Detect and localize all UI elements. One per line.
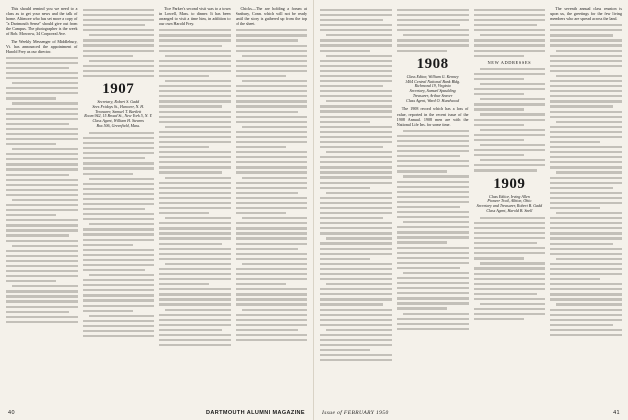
text-block [397, 130, 469, 330]
right-column-1 [320, 6, 392, 406]
officer-line: Class Agent, Harold B. Snell [486, 207, 533, 213]
right-columns [320, 6, 622, 406]
officer-line: Sees Fridays St., Hanover, N. H. [92, 103, 145, 109]
left-column-2 [83, 6, 155, 406]
text-block [397, 9, 469, 52]
text-block [320, 9, 392, 362]
officer-line: Secretary and Treasurer, Robert B. Gadd [476, 203, 543, 209]
officer-line: Pioneer Trail, Albion, Ohio [487, 198, 532, 204]
left-column-1 [6, 6, 78, 406]
paragraph: This should remind you we need to a class as to get your news and the talk of home. Altimore who has set more a copy of "a Dartmouth Sense" should give out from the Campus. The photographer is the week of Bob. Mowrow, 34 Corporeal Ave. [6, 6, 78, 37]
officer-line: Box 506, Greenfield, Mass. [96, 123, 141, 129]
text-block [6, 57, 78, 323]
text-block [474, 68, 546, 172]
officer-line: Richmond 19, Virginia [414, 83, 451, 89]
left-footer [8, 410, 305, 417]
class-officers [397, 75, 469, 104]
class-officers [474, 195, 546, 214]
right-page [314, 0, 628, 420]
officer-line: Secretary, Samuel Spaulding [409, 88, 456, 94]
left-column-4 [236, 6, 308, 406]
class-officers [83, 100, 155, 129]
issue-date: Issue of FEBRUARY 1950 [322, 410, 389, 416]
text-block [474, 9, 546, 57]
officer-line: Class Editor, William G. Kenney [406, 73, 459, 79]
text-block [83, 9, 155, 77]
page-number: 41 [613, 410, 620, 416]
right-column-2 [397, 6, 469, 406]
right-column-3 [474, 6, 546, 406]
text-block [159, 29, 231, 346]
paragraph: Tice Parker's second visit was to a town in Lowell, Mass. to dinner. It has been arranged to visit a time him, in addition to our own Harold Frey. [159, 6, 231, 27]
paragraph: Chicks—The are holding a forum at Sanbury, Conn. which will not be ready until the story is gathered up from the top of the sheet. [235, 6, 307, 27]
left-columns [6, 6, 307, 406]
class-year-heading: 1909 [493, 175, 526, 192]
text-block [83, 132, 155, 337]
text-block [236, 29, 308, 341]
left-column-3 [159, 6, 231, 406]
magazine-title: DARTMOUTH ALUMNI MAGAZINE [205, 410, 305, 416]
paragraph: The seventh annual class reunion is upon us, the greetings for the few living members who are spread across the land. [550, 6, 622, 22]
paragraph: The 1908 record which has a loss of value, reported in the recent issue of the 1908 Annual. 1908 men are with the National Life Ins. for some time. [396, 106, 469, 127]
right-column-4 [550, 6, 622, 406]
paragraph: The Weekly Messenger of Middlebury, Vt. has announced the appointment of Harold Frey as our director. [6, 38, 78, 54]
page-number: 40 [8, 410, 15, 416]
officer-line: Class Editor, Irving Allen [488, 193, 530, 199]
class-year-heading: 1908 [416, 55, 449, 72]
officer-line: Class Agent, William H. Stearns [92, 118, 144, 124]
text-block [550, 24, 622, 336]
text-block [474, 217, 546, 321]
officer-line: Room 942, 15 Broad St., New York 5, N. Y. [84, 113, 153, 119]
officer-line: Treasurer, Samuel T. Bartlett [95, 108, 142, 114]
class-year-heading: 1907 [102, 81, 135, 98]
officer-line: Treasurer, Arthur Seaver [412, 92, 453, 98]
new-addresses-heading: NEW ADDRESSES [487, 59, 532, 65]
officer-line: 1404 Central National Bank Bldg. [405, 78, 461, 84]
officer-line: Secretary, Robert S. Gadd [97, 99, 140, 105]
right-footer [322, 410, 620, 417]
officer-line: Class Agent, Ward O. Hundwood [406, 97, 460, 103]
